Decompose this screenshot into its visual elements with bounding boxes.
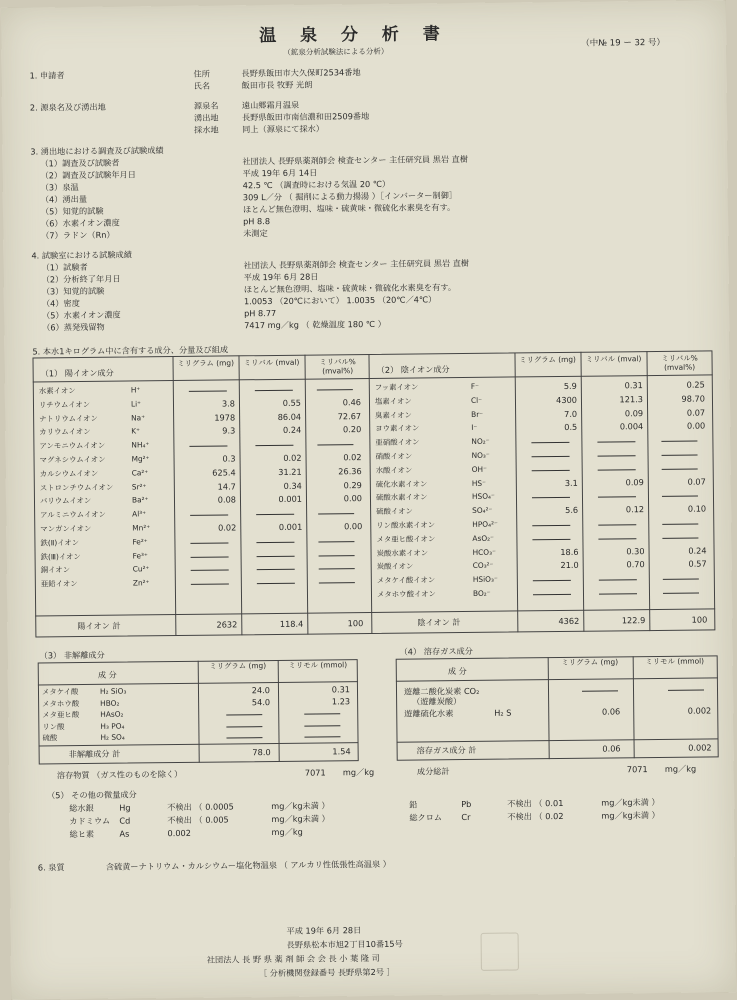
ion-pct: 0.07 bbox=[687, 476, 706, 487]
ion-formula: CO₃²⁻ bbox=[472, 561, 494, 571]
ion-mval: 0.001 bbox=[278, 494, 303, 505]
anion-header-mg: ミリグラム (mg) bbox=[519, 354, 576, 365]
gas-row-h2s-mmol: 0.002 bbox=[687, 705, 712, 716]
s4-item-value: 社団法人 長野県薬剤師会 検査センター 主任研究員 黒岩 直樹 bbox=[243, 257, 470, 271]
trace-unit: mg／kg未満 ） bbox=[601, 809, 660, 821]
s3-item-key: （1）調査及び試験者 bbox=[40, 157, 120, 169]
ion-mg: 18.6 bbox=[560, 546, 579, 557]
s4-item-key: （4）密度 bbox=[41, 298, 80, 309]
ion-formula: H⁺ bbox=[130, 385, 141, 395]
document-paper bbox=[1, 0, 736, 1000]
ion-mg: 4300 bbox=[556, 394, 578, 405]
ion-name: ヨウ素イオン bbox=[375, 423, 420, 434]
s4-item-value: ほとんど無色澄明、塩味・硫黄味・微硫化水素臭を有す。 bbox=[243, 282, 457, 295]
ion-pct: 0.02 bbox=[343, 452, 362, 463]
ion-name: 硫化水素イオン bbox=[375, 478, 428, 489]
nondiss-name: メタホウ酸 bbox=[42, 698, 80, 708]
gas-row-co2-name: 遊離二酸化炭素 CO₂ bbox=[403, 685, 480, 697]
ion-pct: 0.07 bbox=[686, 407, 706, 418]
trace-name: カドミウム bbox=[69, 815, 111, 827]
trace-value: 0.002 bbox=[167, 827, 191, 839]
s3-item-value: pH 8.8 bbox=[243, 216, 271, 227]
gas-total-mmol: 0.002 bbox=[688, 742, 712, 753]
trace-value: 不検出 （ 0.0005 bbox=[167, 801, 234, 813]
ion-pct: 0.00 bbox=[686, 420, 706, 432]
ion-name: 亜鉛イオン bbox=[40, 579, 78, 589]
ion-mval: 0.004 bbox=[619, 421, 644, 432]
s4-item-value: 7417 mg／kg （ 乾燥温度 180 ℃ ） bbox=[244, 318, 386, 331]
trace-name: 総水銀 bbox=[69, 802, 94, 814]
anion-total-mval: 122.9 bbox=[621, 615, 646, 626]
ion-mg: 5.9 bbox=[563, 380, 577, 391]
ion-pct: 0.29 bbox=[343, 479, 362, 490]
s1-label: 1. 申請者 bbox=[29, 70, 65, 81]
s3-label: 3. 湧出地における調査及び試験成績 bbox=[30, 145, 164, 157]
ion-mval: 0.02 bbox=[283, 452, 302, 463]
trace-unit: mg／kg未満 ） bbox=[271, 813, 330, 825]
ion-mg: 21.0 bbox=[560, 560, 579, 571]
trace-name: 総クロム bbox=[409, 812, 443, 823]
cation-total-mg: 2632 bbox=[216, 619, 238, 630]
s6-label: 6. 泉質 bbox=[37, 862, 65, 873]
ion-mg: 1978 bbox=[214, 411, 236, 423]
ion-name: カリウムイオン bbox=[39, 427, 91, 437]
ion-formula: Ca²⁺ bbox=[131, 468, 149, 478]
trace-unit: mg／kg bbox=[271, 826, 303, 838]
ion-name: カルシウムイオン bbox=[39, 468, 99, 479]
ion-formula: Ba²⁺ bbox=[131, 495, 149, 505]
anion-total-label: 陰イオン 計 bbox=[417, 617, 461, 628]
ion-name: 水素イオン bbox=[38, 386, 76, 396]
document-subtitle: （鉱泉分析試験法による分析） bbox=[283, 46, 389, 57]
ion-mg: 625.4 bbox=[212, 467, 236, 478]
s2-col-value: 同上（源泉にて採水） bbox=[242, 123, 325, 135]
nondiss-name: メタケイ酸 bbox=[41, 687, 79, 697]
ion-name: メタケイ酸イオン bbox=[376, 575, 436, 586]
ion-mg: 3.1 bbox=[564, 477, 578, 488]
ion-formula: K⁺ bbox=[131, 426, 141, 436]
ion-name: 臭素イオン bbox=[375, 410, 412, 420]
ion-name: マグネシウムイオン bbox=[39, 454, 106, 465]
seal-stamp bbox=[481, 932, 519, 970]
gas-header-mmol: ミリモル (mmol) bbox=[645, 656, 705, 667]
document-title: 温 泉 分 析 書 bbox=[259, 24, 449, 47]
ion-pct: 98.70 bbox=[681, 393, 706, 404]
trace-value: 不検出 （ 0.01 bbox=[507, 797, 564, 809]
ion-formula: Cl⁻ bbox=[470, 395, 483, 405]
anion-header-mval: ミリバル (mval) bbox=[585, 354, 642, 364]
ion-name: 亜硝酸イオン bbox=[375, 437, 420, 448]
cation-header-pct: ミリバル% (mval%) bbox=[319, 357, 356, 375]
ion-formula: Na⁺ bbox=[131, 412, 146, 423]
nondiss-total-mmol: 1.54 bbox=[332, 746, 351, 757]
gas-row-h2s-mg: 0.06 bbox=[601, 706, 621, 717]
ion-formula: Sr²⁺ bbox=[131, 481, 147, 492]
trace-formula: Cd bbox=[119, 815, 131, 826]
s5-label: 5. 本水1キログラム中に含有する成分、分量及び組成 bbox=[32, 344, 229, 357]
s3-item-value: 社団法人 長野県薬剤師会 検査センター 主任研究員 黒岩 直樹 bbox=[242, 153, 469, 167]
nondiss-header-comp: 成 分 bbox=[97, 669, 117, 680]
gas-header-comp: 成 分 bbox=[447, 665, 467, 677]
s2-loc-value: 長野県飯田市南信濃和田2509番地 bbox=[241, 110, 370, 123]
ion-formula: Li⁺ bbox=[130, 399, 142, 409]
document-number: （中№ 19 ー 32 号） bbox=[581, 37, 666, 49]
s4-label: 4. 試験室における試験成績 bbox=[31, 249, 132, 261]
ion-name: 水酸イオン bbox=[375, 465, 413, 475]
s2-loc-key: 湧出地 bbox=[193, 112, 219, 123]
ion-mg: 0.3 bbox=[222, 453, 236, 464]
ion-mval: 0.09 bbox=[625, 476, 644, 487]
s1-addr-value: 長野県飯田市大久保町2534番地 bbox=[241, 67, 361, 79]
ion-name: 硝酸イオン bbox=[375, 451, 413, 461]
trace-unit: mg／kg未満 ） bbox=[601, 796, 660, 808]
s2-label: 2. 源泉名及び湧出地 bbox=[29, 101, 106, 113]
ion-mg: 0.02 bbox=[217, 522, 237, 533]
nondiss-name: リン酸 bbox=[42, 721, 65, 731]
nondiss-name: 硫酸 bbox=[42, 733, 58, 743]
ion-pct: 0.00 bbox=[343, 493, 363, 504]
ion-name: バリウムイオン bbox=[39, 496, 92, 506]
s3-item-key: （5）知覚的試験 bbox=[40, 205, 104, 217]
footer-registration: ［ 分析機関登録番号 長野県第2号 ］ bbox=[258, 966, 395, 979]
trace-name: 総ヒ素 bbox=[69, 828, 95, 840]
ion-mg: 14.7 bbox=[217, 480, 236, 492]
trace-formula: As bbox=[119, 828, 130, 839]
s2-src-key: 源泉名 bbox=[193, 100, 219, 111]
nondiss-header-mg: ミリグラム (mg) bbox=[209, 661, 267, 671]
trace-value: 不検出 （ 0.005 bbox=[167, 814, 229, 826]
ion-pct: 26.36 bbox=[338, 465, 362, 477]
ion-formula: NO₂⁻ bbox=[471, 436, 490, 447]
gas-row-h2s-formula: H₂ S bbox=[494, 707, 512, 718]
s4-item-key: （5）水素イオン濃度 bbox=[41, 309, 121, 321]
gas-total-label: 溶存ガス成分 計 bbox=[416, 744, 477, 756]
cation-header-mg: ミリグラム (mg) bbox=[177, 358, 234, 368]
ion-formula: Fe³⁺ bbox=[132, 550, 148, 561]
ion-name: ナトリウムイオン bbox=[39, 413, 98, 424]
nondiss-title: （3） 非解離成分 bbox=[39, 649, 105, 661]
s1-addr-key: 住所 bbox=[193, 68, 210, 79]
ion-name: 銅イオン bbox=[40, 565, 71, 575]
nondiss-total-label: 非解離成分 計 bbox=[68, 748, 121, 760]
s3-item-value: ほとんど無色澄明、塩味・硫黄味・微硫化水素臭を有す。 bbox=[242, 202, 456, 215]
s4-item-value: pH 8.77 bbox=[243, 307, 277, 319]
ion-mval: 0.09 bbox=[624, 407, 644, 418]
ion-mval: 0.12 bbox=[625, 504, 645, 515]
ion-name: メタホウ酸イオン bbox=[376, 589, 436, 599]
trace-value: 不検出 （ 0.02 bbox=[507, 810, 564, 822]
ion-mg: 0.08 bbox=[217, 494, 237, 505]
s4-item-value: 平成 19年 6月 28日 bbox=[243, 271, 319, 283]
ion-pct: 72.67 bbox=[337, 410, 362, 421]
footer-date: 平成 19年 6月 28日 bbox=[286, 925, 362, 936]
nondiss-header-mmol: ミリモル (mmol) bbox=[288, 660, 348, 670]
nondiss-mg: 54.0 bbox=[251, 696, 271, 707]
ion-name: マンガンイオン bbox=[40, 523, 92, 534]
ion-name: 炭酸イオン bbox=[376, 561, 414, 572]
total-sum-unit: mg／kg bbox=[664, 763, 697, 774]
dissolved-value: 7071 bbox=[304, 767, 326, 778]
trace-unit: mg／kg未満 ） bbox=[271, 800, 330, 812]
gas-row-h2s-name: 遊離硫化水素 bbox=[404, 708, 454, 719]
ion-name: 硫酸イオン bbox=[376, 506, 413, 517]
s3-item-value: 42.5 ℃ （調査時における気温 20 ℃） bbox=[242, 178, 391, 191]
ion-name: メタ亜ヒ酸イオン bbox=[376, 534, 436, 544]
ion-pct: 0.57 bbox=[688, 558, 707, 570]
s4-item-value: 1.0053 （20℃において） 1.0035 （20℃／4℃） bbox=[243, 294, 437, 307]
ion-mval: 0.001 bbox=[278, 521, 303, 532]
s4-item-key: （6）蒸発残留物 bbox=[42, 321, 105, 333]
ion-formula: Br⁻ bbox=[471, 409, 484, 419]
ion-formula: Mg²⁺ bbox=[131, 454, 150, 464]
ion-formula: OH⁻ bbox=[471, 464, 488, 474]
nondiss-mmol: 0.31 bbox=[331, 684, 351, 695]
s3-item-value: 309 L／分 （ 掘削による動力揚湯 ）［インバーター制御］ bbox=[242, 190, 458, 203]
ion-formula: Zn²⁺ bbox=[132, 578, 150, 588]
anion-table-title: （2） 陰イオン成分 bbox=[376, 364, 450, 375]
trace-title: （5） その他の微量成分 bbox=[47, 789, 137, 801]
nondiss-name: メタ亜ヒ酸 bbox=[42, 710, 80, 720]
ion-pct: 0.10 bbox=[687, 503, 707, 514]
s3-item-key: （3）泉温 bbox=[40, 182, 79, 193]
ion-pct: 0.46 bbox=[342, 396, 362, 408]
ion-name: 硫酸水素イオン bbox=[375, 492, 428, 503]
anion-header-pct: ミリバル% (mval%) bbox=[661, 353, 698, 372]
s2-col-key: 採水地 bbox=[194, 124, 219, 135]
ion-mval: 31.21 bbox=[278, 466, 302, 477]
ion-mg: 3.8 bbox=[221, 398, 236, 409]
cation-total-pct: 100 bbox=[347, 618, 364, 629]
ion-formula: HSiO₃⁻ bbox=[472, 574, 498, 585]
ion-name: 塩素イオン bbox=[374, 396, 412, 406]
s1-name-value: 飯田市長 牧野 光朗 bbox=[241, 79, 313, 91]
ion-formula: Mn²⁺ bbox=[132, 523, 151, 533]
s3-item-value: 平成 19年 6月 14日 bbox=[242, 167, 318, 179]
ion-mg: 0.5 bbox=[564, 422, 578, 433]
ion-mval: 0.30 bbox=[626, 545, 645, 556]
s3-item-key: （6）水素イオン濃度 bbox=[41, 217, 120, 229]
nondiss-formula: H₂ SiO₃ bbox=[99, 686, 127, 696]
ion-formula: HSO₄⁻ bbox=[471, 492, 495, 502]
ion-name: ストロンチウムイオン bbox=[39, 482, 114, 493]
ion-formula: SO₄²⁻ bbox=[472, 505, 493, 516]
ion-mg: 9.3 bbox=[222, 425, 236, 436]
footer-address: 長野県松本市旭2丁目10番15号 bbox=[286, 938, 403, 950]
ion-formula: AsO₂⁻ bbox=[472, 533, 495, 543]
dissolved-unit: mg／kg bbox=[342, 766, 375, 778]
ion-name: 鉄(Ⅱ)イオン bbox=[40, 537, 80, 548]
ion-formula: Al³⁺ bbox=[132, 509, 147, 519]
s3-item-key: （7）ラドン（Rn） bbox=[41, 229, 115, 241]
ion-mg: 5.6 bbox=[565, 504, 579, 516]
ion-pct: 0.24 bbox=[688, 545, 707, 556]
ion-formula: HCO₃⁻ bbox=[472, 547, 497, 557]
nondiss-mg: 24.0 bbox=[251, 685, 271, 696]
ion-name: 炭酸水素イオン bbox=[376, 547, 429, 558]
ion-pct: 0.20 bbox=[342, 424, 362, 435]
ion-formula: NO₃⁻ bbox=[471, 450, 490, 460]
s3-item-key: （4）湧出量 bbox=[40, 193, 88, 205]
ion-formula: BO₂⁻ bbox=[472, 588, 491, 598]
nondiss-formula: HAsO₂ bbox=[100, 709, 124, 719]
ion-formula: F⁻ bbox=[470, 381, 480, 391]
ion-name: リン酸水素イオン bbox=[376, 520, 436, 530]
dissolved-label: 溶存物質 （ガス性のものを除く） bbox=[56, 768, 183, 781]
cation-total-label: 陽イオン 計 bbox=[77, 620, 121, 632]
s4-item-key: （1）試験者 bbox=[41, 261, 88, 273]
s3-item-value: 未測定 bbox=[243, 228, 268, 239]
nondiss-formula: H₂ SO₄ bbox=[100, 732, 125, 742]
ion-mval: 121.3 bbox=[619, 393, 644, 405]
gas-header-mg: ミリグラム (mg) bbox=[561, 657, 619, 667]
cation-total-mval: 118.4 bbox=[279, 618, 304, 629]
gas-title: （4） 溶存ガス成分 bbox=[399, 645, 473, 657]
ion-formula: Fe²⁺ bbox=[132, 537, 148, 547]
trace-formula: Pb bbox=[461, 798, 472, 810]
ion-mval: 0.70 bbox=[626, 559, 645, 570]
ion-name: 鉄(Ⅲ)イオン bbox=[40, 551, 81, 562]
gas-total-mg: 0.06 bbox=[602, 743, 621, 754]
nondiss-total-mg: 78.0 bbox=[252, 747, 271, 758]
s6-value: 含硫黄ーナトリウム・カルシウムー塩化物温泉 （ アルカリ性低張性高温泉 ） bbox=[105, 858, 391, 872]
gas-row-co2-alias: （遊離炭酸） bbox=[412, 696, 462, 707]
anion-total-mg: 4362 bbox=[558, 615, 580, 627]
nondiss-mmol: 1.23 bbox=[331, 695, 351, 706]
ion-mval: 86.04 bbox=[277, 411, 302, 422]
ion-formula: I⁻ bbox=[471, 423, 478, 433]
total-sum-value: 7071 bbox=[626, 764, 648, 775]
cation-header-mval: ミリバル (mval) bbox=[243, 357, 300, 368]
ion-formula: Cu²⁺ bbox=[132, 564, 150, 574]
trace-formula: Hg bbox=[119, 802, 131, 813]
ion-name: アンモニウムイオン bbox=[39, 440, 106, 451]
ion-mval: 0.24 bbox=[282, 425, 302, 436]
nondiss-formula: HBO₂ bbox=[100, 698, 120, 708]
ion-name: フッ素イオン bbox=[374, 382, 419, 392]
ion-mval: 0.55 bbox=[282, 397, 302, 408]
s2-src-value: 遠山郷霜月温泉 bbox=[241, 99, 300, 111]
ion-mval: 0.34 bbox=[283, 480, 302, 491]
ion-pct: 0.25 bbox=[686, 379, 705, 390]
ion-formula: HPO₄²⁻ bbox=[472, 519, 498, 529]
trace-name: 鉛 bbox=[409, 799, 418, 810]
s4-item-key: （2）分析終了年月日 bbox=[41, 273, 121, 285]
s3-item-key: （2）調査及び試験年月日 bbox=[40, 169, 136, 181]
ion-name: アルミニウムイオン bbox=[40, 509, 106, 520]
s1-name-key: 氏名 bbox=[193, 80, 211, 91]
nondiss-formula: H₃ PO₄ bbox=[100, 721, 125, 731]
ion-mval: 0.31 bbox=[624, 380, 643, 391]
cation-table-title: （1） 陽イオン成分 bbox=[40, 367, 114, 379]
ion-name: リチウムイオン bbox=[38, 399, 91, 410]
ion-pct: 0.00 bbox=[343, 521, 363, 532]
anion-total-pct: 100 bbox=[691, 614, 708, 625]
ion-formula: NH₄⁺ bbox=[131, 440, 150, 450]
trace-formula: Cr bbox=[461, 811, 471, 823]
ion-formula: HS⁻ bbox=[471, 478, 487, 488]
total-sum-label: 成分総計 bbox=[416, 766, 450, 777]
footer-organization: 社団法人 長 野 県 薬 剤 師 会 会 長 小 葉 隆 司 bbox=[206, 952, 380, 965]
ion-mg: 7.0 bbox=[564, 408, 578, 419]
s4-item-key: （3）知覚的試験 bbox=[41, 285, 105, 297]
